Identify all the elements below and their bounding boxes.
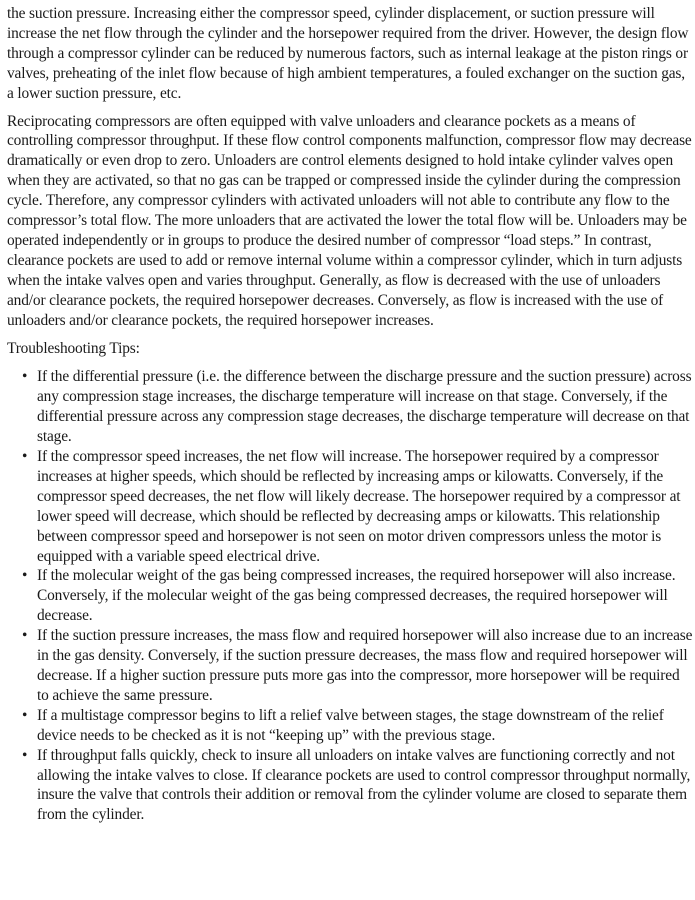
bullet-icon: • bbox=[22, 627, 28, 645]
tip-text: If the molecular weight of the gas being compressed increases, the required horsepower will also increase. Conversely, if the molecular weight of the gas being compressed decreases, the required horsepower will decrease. bbox=[37, 567, 676, 625]
bullet-icon: • bbox=[22, 567, 28, 585]
tip-differential-pressure bbox=[7, 367, 693, 447]
tip-suction-pressure bbox=[7, 626, 693, 706]
bullet-icon: • bbox=[22, 368, 28, 386]
tip-compressor-speed bbox=[7, 447, 693, 566]
bullet-icon: • bbox=[22, 706, 28, 724]
tip-text: If the compressor speed increases, the net flow will increase. The horsepower required by a compressor increases at higher speeds, which should be reflected by increasing amps or kilowatts. Conversely, if the compressor speed decreases, the net flow will likely decrease. The horsepower required by a compressor at lower speed will decrease, which should be reflected by decreasing amps or kilowatts. This relationship between compressor speed and horsepower is not seen on motor driven compressors unless the motor is equipped with a variable speed electrical drive. bbox=[37, 448, 681, 565]
body-paragraph-unloaders: Reciprocating compressors are often equipped with valve unloaders and clearance pockets as a means of controlling compressor throughput. If these flow control components malfunction, compressor flow may decrease dramatically or even drop to zero. Unloaders are control elements designed to hold intake cylinder valves open when they are activated, so that no gas can be trapped or compressed inside the cylinder during the compression cycle. Therefore, any compressor cylinders with activated unloaders will not able to contribute any flow to the compressor’s total flow. The more unloaders that are activated the lower the total flow will be. Unloaders may be operated independently or in groups to produce the desired number of compressor “load steps.” In contrast, clearance pockets are used to add or remove internal volume within a compressor cylinder, which in turn adjusts when the intake valves open and varies throughput. Generally, as flow is decreased with the use of unloaders and/or clearance pockets, the required horsepower decreases. Conversely, as flow is increased with the use of unloaders and/or clearance pockets, the required horsepower increases. bbox=[7, 112, 692, 329]
tip-molecular-weight bbox=[7, 566, 693, 626]
body-paragraph-suction-pressure: the suction pressure. Increasing either the compressor speed, cylinder displacement, or suction pressure will increase the net flow through the cylinder and the horsepower required from the driver. However, the design flow through a compressor cylinder can be reduced by numerous factors, such as internal leakage at the piston rings or valves, preheating of the inlet flow because of high ambient temperatures, a fouled exchanger on the suction gas, a lower suction pressure, etc. bbox=[7, 5, 689, 102]
tip-text: If the suction pressure increases, the mass flow and required horsepower will also increase due to an increase in the gas density. Conversely, if the suction pressure decreases, the mass flow and required horsepower will decrease. If a higher suction pressure puts more gas into the compressor, more horsepower will be required to achieve the same pressure. bbox=[37, 627, 693, 704]
tip-text: If a multistage compressor begins to lift a relief valve between stages, the stage downstream of the relief device needs to be checked as it is not “keeping up” with the previous stage. bbox=[37, 706, 664, 744]
bullet-icon: • bbox=[22, 448, 28, 466]
tips-list bbox=[7, 367, 693, 825]
tip-throughput-falls bbox=[7, 746, 693, 826]
tip-relief-valve bbox=[7, 706, 693, 746]
tip-text: If the differential pressure (i.e. the difference between the discharge pressure and the suction pressure) across any compression stage increases, the discharge temperature will increase on that stage. Conversely, if the differential pressure across any compression stage decreases, the discharge temperature will decrease on that stage. bbox=[37, 368, 692, 446]
bullet-icon: • bbox=[22, 746, 28, 764]
tips-heading: Troubleshooting Tips: bbox=[7, 339, 140, 357]
tip-text: If throughput falls quickly, check to insure all unloaders on intake valves are functioning correctly and not allowing the intake valves to close. If clearance pockets are used to control compressor throughput normally, insure the valve that controls their addition or removal from the cylinder volume are closed to separate them from the cylinder. bbox=[37, 746, 691, 824]
